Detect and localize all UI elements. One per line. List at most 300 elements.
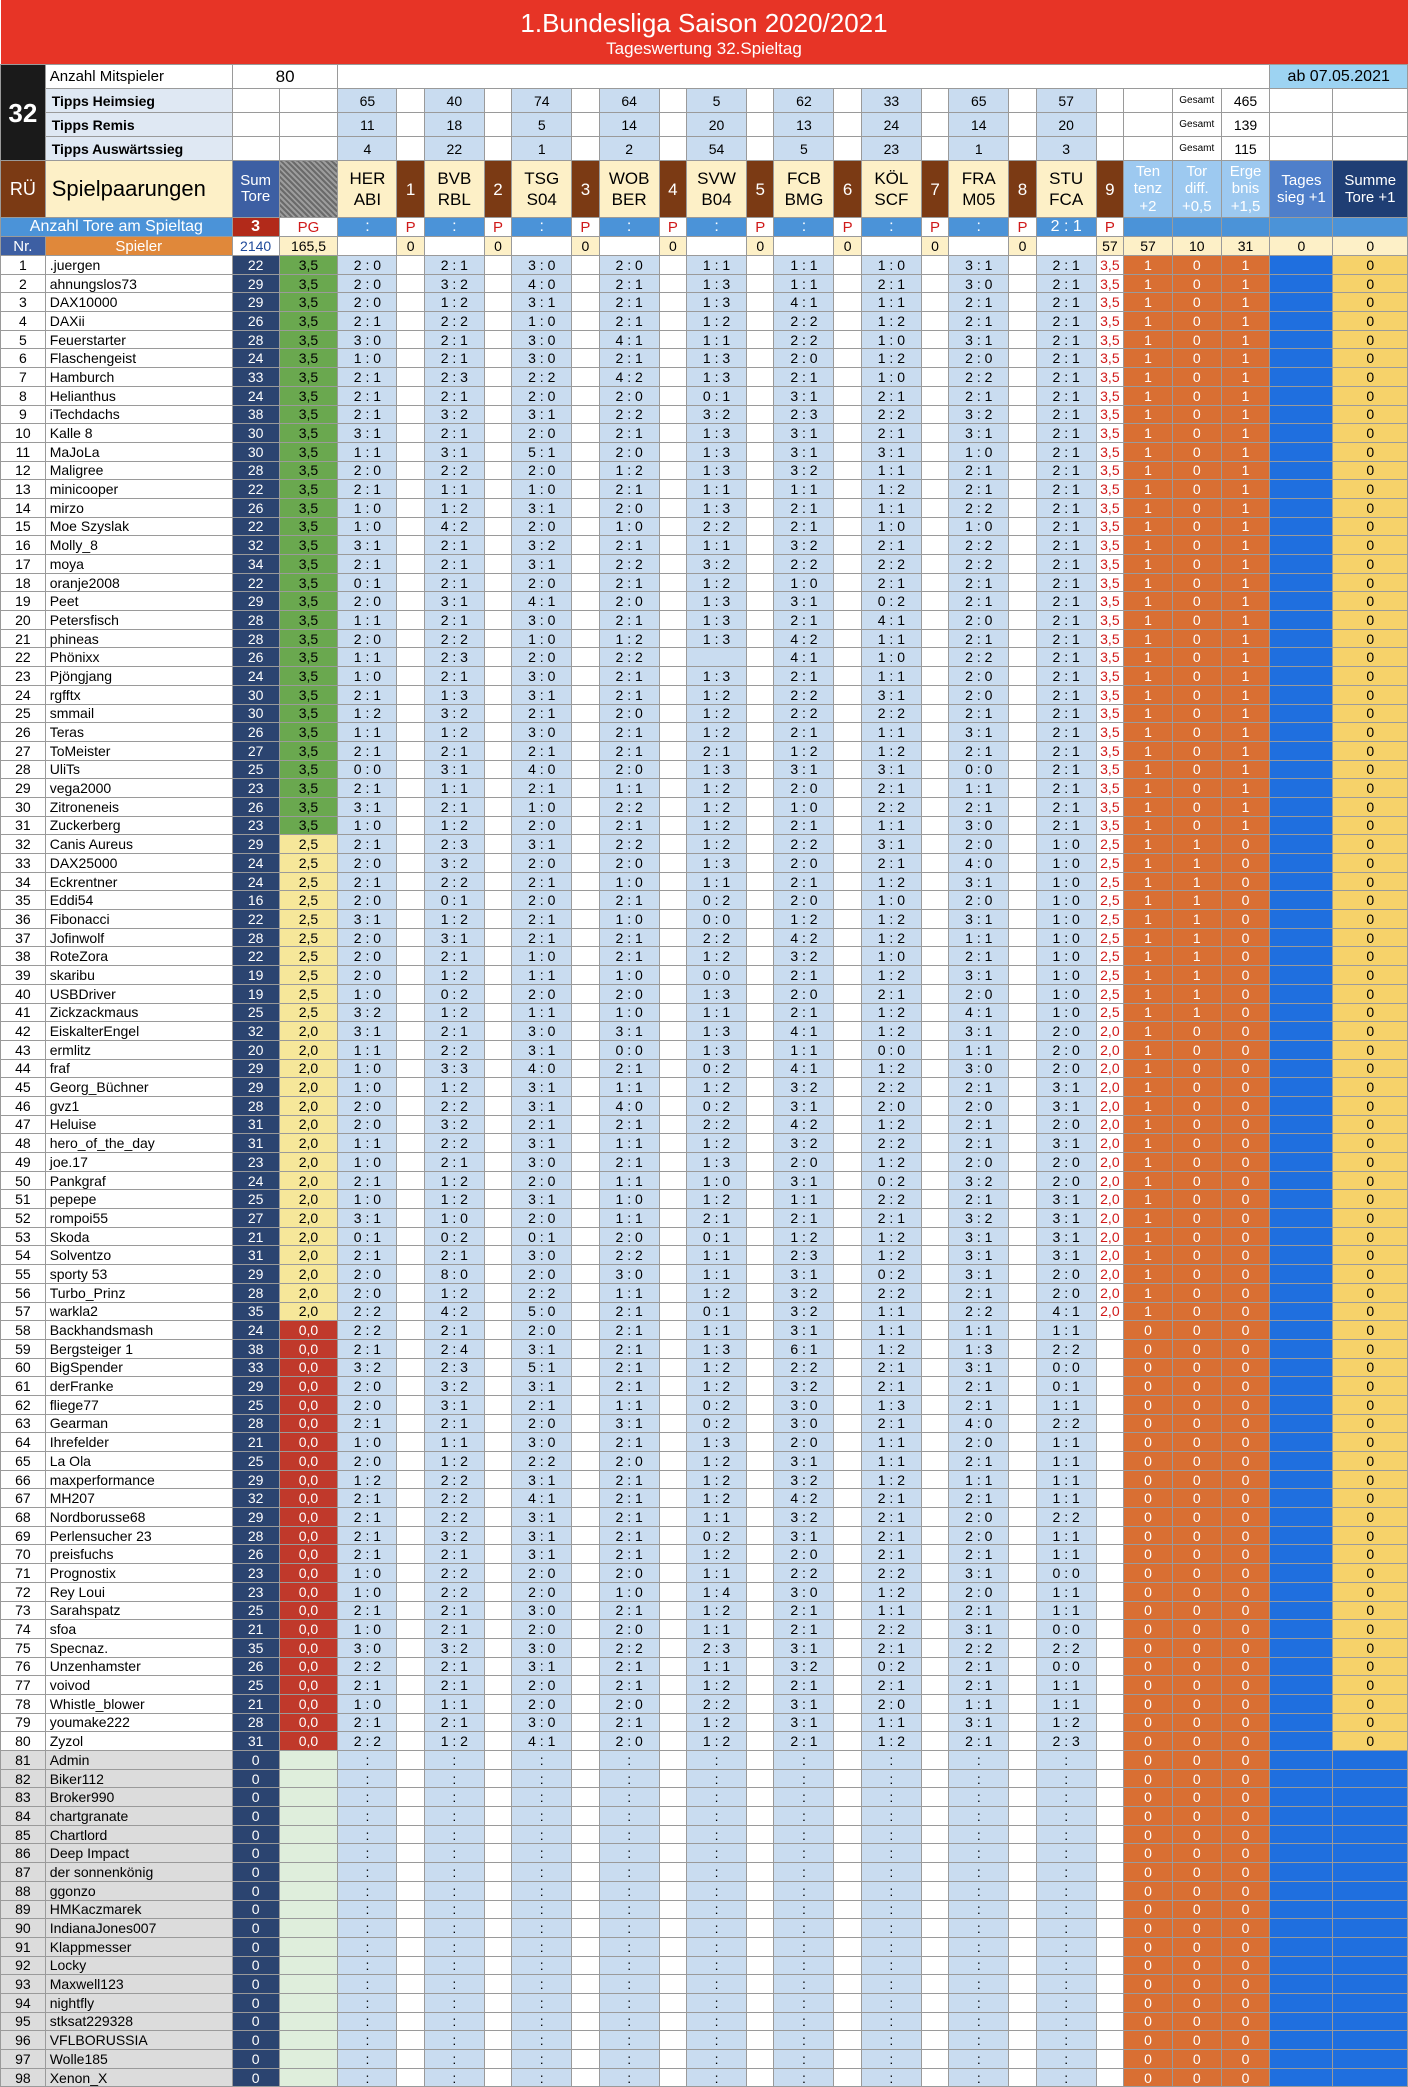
player-row	[1, 667, 1408, 686]
player-sum: 25	[232, 1190, 279, 1209]
match-number: 3	[572, 161, 599, 218]
tip-cell: 3 : 1	[512, 555, 572, 574]
player-pg: 2,0	[279, 1302, 338, 1321]
spacer	[659, 910, 686, 929]
player-rank: 78	[1, 1694, 46, 1713]
spacer	[572, 1414, 599, 1433]
tip-cell: 2 : 1	[861, 424, 921, 443]
player-pg: 3,5	[279, 723, 338, 742]
player-name: Flaschengeist	[45, 349, 232, 368]
summe-cell: 0	[1333, 1190, 1408, 1209]
tip-cell: :	[687, 1788, 747, 1807]
summe-cell: 0	[1333, 685, 1408, 704]
spacer	[484, 984, 511, 1003]
spacer	[834, 1134, 861, 1153]
tip-cell: :	[687, 1937, 747, 1956]
spacer	[834, 1321, 861, 1340]
tordiff-cell: 1	[1172, 854, 1221, 873]
home-team: KÖL	[874, 168, 909, 188]
spacer	[484, 966, 511, 985]
spacer	[572, 1545, 599, 1564]
tip-cell: 2 : 1	[687, 741, 747, 760]
away-team: BMG	[784, 190, 824, 209]
tip-cell: :	[861, 1919, 921, 1938]
spacer	[861, 237, 921, 256]
spacer	[1009, 1769, 1036, 1788]
spacer	[659, 1881, 686, 1900]
gesamt-label: Gesamt	[1172, 113, 1221, 137]
player-sum: 25	[232, 1452, 279, 1471]
home-team: FCB	[786, 168, 821, 188]
spacer	[572, 1003, 599, 1022]
tip-cell: 2 : 0	[338, 293, 397, 312]
ergebnis-cell: 1	[1221, 667, 1270, 686]
tip-cell: 1 : 1	[861, 293, 921, 312]
tordiff-cell: 0	[1172, 1545, 1221, 1564]
tip-cell: 3 : 2	[774, 1078, 834, 1097]
tip-cell: 2 : 1	[949, 480, 1009, 499]
spacer	[572, 685, 599, 704]
player-row	[1, 1508, 1408, 1527]
player-rank: 16	[1, 536, 46, 555]
spacer	[747, 424, 774, 443]
spacer	[397, 779, 424, 798]
tip-cell: 2 : 1	[1036, 293, 1096, 312]
spacer	[659, 442, 686, 461]
tendenz-cell: 0	[1124, 1470, 1173, 1489]
tip-cell: 2 : 1	[1036, 685, 1096, 704]
tagessieg-cell	[1270, 1003, 1333, 1022]
spacer	[1333, 218, 1408, 237]
tordiff-cell: 0	[1172, 1209, 1221, 1228]
tip-cell: 1 : 2	[687, 573, 747, 592]
spacer	[834, 1919, 861, 1938]
player-points	[1096, 1489, 1123, 1508]
tip-cell: 1 : 2	[424, 723, 484, 742]
tip-cell: 2 : 1	[338, 1545, 397, 1564]
player-row	[1, 1265, 1408, 1284]
spacer	[659, 1489, 686, 1508]
tagessieg-cell	[1270, 1508, 1333, 1527]
header-tordiff: Tor diff. +0,5	[1172, 161, 1221, 218]
tip-cell: 1 : 0	[338, 517, 397, 536]
player-row	[1, 2068, 1408, 2087]
spacer	[572, 1395, 599, 1414]
spacer	[1270, 113, 1333, 137]
spacer	[397, 910, 424, 929]
tendenz-cell: 1	[1124, 1078, 1173, 1097]
player-pg: 0,0	[279, 1732, 338, 1751]
tagessieg-cell	[1270, 1452, 1333, 1471]
spacer	[1009, 1452, 1036, 1471]
spacer	[397, 1433, 424, 1452]
spacer	[397, 1919, 424, 1938]
spacer	[572, 891, 599, 910]
spacer	[397, 386, 424, 405]
summe-cell: 0	[1333, 517, 1408, 536]
tip-cell: 2 : 0	[599, 592, 659, 611]
tip-cell: 1 : 0	[338, 1564, 397, 1583]
ergebnis-cell: 0	[1221, 1358, 1270, 1377]
spacer	[834, 816, 861, 835]
tordiff-cell: 0	[1172, 498, 1221, 517]
tordiff-cell: 0	[1172, 1844, 1221, 1863]
tagessieg-cell	[1270, 1489, 1333, 1508]
tip-cell: 2 : 1	[949, 1078, 1009, 1097]
spacer	[572, 1788, 599, 1807]
summe-cell: 0	[1333, 1321, 1408, 1340]
player-sum: 0	[232, 1975, 279, 1994]
player-rank: 73	[1, 1601, 46, 1620]
tip-cell: 2 : 1	[1036, 405, 1096, 424]
player-row	[1, 1283, 1408, 1302]
ergebnis-cell: 0	[1221, 1171, 1270, 1190]
tip-cell: 1 : 3	[687, 1040, 747, 1059]
spacer	[834, 760, 861, 779]
player-row	[1, 573, 1408, 592]
tip-cell: 2 : 1	[949, 947, 1009, 966]
tip-cell: 2 : 2	[774, 685, 834, 704]
tendenz-total: 57	[1124, 237, 1173, 256]
tip-cell: 1 : 1	[1036, 1545, 1096, 1564]
summe-cell: 0	[1333, 704, 1408, 723]
player-sum: 0	[232, 1937, 279, 1956]
tip-cell: 1 : 3	[687, 293, 747, 312]
player-rank: 13	[1, 480, 46, 499]
summe-cell: 0	[1333, 816, 1408, 835]
tip-cell: 2 : 0	[338, 1452, 397, 1471]
summe-cell: 0	[1333, 1508, 1408, 1527]
tip-cell: 2 : 1	[774, 1732, 834, 1751]
p-total: 0	[484, 237, 511, 256]
tip-cell: :	[338, 1975, 397, 1994]
player-pg: 3,5	[279, 405, 338, 424]
player-name: Kalle 8	[45, 424, 232, 443]
tip-cell: 2 : 1	[599, 274, 659, 293]
tip-cell: 2 : 0	[774, 1153, 834, 1172]
ergebnis-cell: 0	[1221, 1265, 1270, 1284]
player-points: 2,0	[1096, 1153, 1123, 1172]
spacer	[659, 1433, 686, 1452]
spacer	[747, 1040, 774, 1059]
tip-cell: 8 : 0	[424, 1265, 484, 1284]
summe-cell: 0	[1333, 1339, 1408, 1358]
tip-cell: 3 : 1	[774, 442, 834, 461]
spacer	[747, 1620, 774, 1639]
spacer	[424, 237, 484, 256]
spacer	[659, 1022, 686, 1041]
player-sum: 26	[232, 797, 279, 816]
spacer	[397, 1769, 424, 1788]
tip-cell: 3 : 2	[338, 1003, 397, 1022]
player-points: 3,5	[1096, 256, 1123, 275]
tip-cell: 0 : 1	[338, 1227, 397, 1246]
player-rank: 54	[1, 1246, 46, 1265]
player-points	[1096, 2068, 1123, 2087]
tendenz-cell: 1	[1124, 704, 1173, 723]
tip-cell: 2 : 0	[774, 1433, 834, 1452]
spacer	[834, 1358, 861, 1377]
spacer	[484, 1657, 511, 1676]
player-sum: 34	[232, 555, 279, 574]
tip-cell: 3 : 1	[1036, 1078, 1096, 1097]
player-sum: 26	[232, 498, 279, 517]
spacer	[572, 984, 599, 1003]
tip-cell: 1 : 2	[687, 1134, 747, 1153]
spacer	[572, 648, 599, 667]
spacer	[1009, 1825, 1036, 1844]
tordiff-cell: 1	[1172, 872, 1221, 891]
tip-cell: :	[861, 2031, 921, 2050]
tip-cell: 1 : 0	[599, 910, 659, 929]
ergebnis-cell: 1	[1221, 405, 1270, 424]
player-row	[1, 480, 1408, 499]
spacer	[572, 1825, 599, 1844]
player-rank: 24	[1, 685, 46, 704]
spacer	[1096, 137, 1123, 161]
tip-cell: 1 : 2	[861, 966, 921, 985]
spacer	[747, 816, 774, 835]
player-name: rompoi55	[45, 1209, 232, 1228]
tip-cell: 1 : 0	[949, 442, 1009, 461]
tip-cell: 2 : 1	[599, 1470, 659, 1489]
spacer	[397, 1900, 424, 1919]
tip-cell: 2 : 1	[949, 461, 1009, 480]
tip-cell: :	[861, 1788, 921, 1807]
player-row	[1, 1751, 1408, 1770]
home-team: SVW	[697, 168, 736, 188]
ergebnis-cell: 0	[1221, 1096, 1270, 1115]
tip-cell: 3 : 1	[949, 1265, 1009, 1284]
tip-cell: 2 : 1	[512, 872, 572, 891]
spacer	[659, 1209, 686, 1228]
spacer	[484, 1676, 511, 1695]
spacer	[572, 947, 599, 966]
player-pg: 3,5	[279, 330, 338, 349]
player-pg: 0,0	[279, 1414, 338, 1433]
ergebnis-cell: 0	[1221, 891, 1270, 910]
tip-cell: 2 : 1	[599, 723, 659, 742]
tip-cell: 1 : 2	[861, 1732, 921, 1751]
tip-cell: 3 : 1	[424, 442, 484, 461]
spacer	[1124, 113, 1173, 137]
spacer	[397, 1153, 424, 1172]
spacer	[572, 741, 599, 760]
spacer	[659, 2012, 686, 2031]
spacer	[484, 2012, 511, 2031]
tip-cell: 1 : 2	[687, 1358, 747, 1377]
tip-cell: 3 : 1	[861, 442, 921, 461]
spacer	[834, 1078, 861, 1097]
summe-cell: 0	[1333, 910, 1408, 929]
player-row	[1, 442, 1408, 461]
spacer	[834, 667, 861, 686]
spacer	[1333, 113, 1408, 137]
tip-cell: :	[1036, 1919, 1096, 1938]
tip-cell: 3 : 1	[774, 1321, 834, 1340]
player-rank: 12	[1, 461, 46, 480]
tip-cell: 1 : 2	[774, 910, 834, 929]
tagessieg-cell	[1270, 1433, 1333, 1452]
player-rank: 21	[1, 629, 46, 648]
tip-cell: :	[861, 1844, 921, 1863]
summe-cell: 0	[1333, 611, 1408, 630]
tendenz-cell: 1	[1124, 573, 1173, 592]
player-pg: 3,5	[279, 442, 338, 461]
spacer	[659, 1788, 686, 1807]
spacer	[834, 1190, 861, 1209]
tip-cell: 1 : 0	[338, 1433, 397, 1452]
player-points: 2,0	[1096, 1059, 1123, 1078]
tip-cell: :	[1036, 1975, 1096, 1994]
summe-cell	[1333, 1993, 1408, 2012]
match-number: 2	[484, 161, 511, 218]
tip-cell: 2 : 1	[424, 1620, 484, 1639]
summe-cell: 0	[1333, 573, 1408, 592]
player-row	[1, 629, 1408, 648]
tip-cell: 2 : 2	[424, 1564, 484, 1583]
tendenz-cell: 0	[1124, 1732, 1173, 1751]
home-team: WOB	[608, 168, 650, 188]
spacer	[921, 113, 948, 137]
player-rank: 62	[1, 1395, 46, 1414]
spacer	[1009, 1003, 1036, 1022]
player-row	[1, 648, 1408, 667]
tip-cell: 1 : 0	[599, 517, 659, 536]
tip-cell: 2 : 1	[338, 1676, 397, 1695]
tip-cell: 3 : 2	[949, 1209, 1009, 1228]
tip-cell: 1 : 1	[687, 480, 747, 499]
spacer	[1009, 1638, 1036, 1657]
gesamt-label: Gesamt	[1172, 137, 1221, 161]
tip-cell: 4 : 2	[424, 1302, 484, 1321]
tendenz-cell: 1	[1124, 592, 1173, 611]
spacer	[921, 611, 948, 630]
tip-cell: 1 : 1	[338, 1040, 397, 1059]
tip-cell: 1 : 2	[774, 1227, 834, 1246]
spacer	[1009, 1377, 1036, 1396]
spacer	[921, 1807, 948, 1826]
player-points	[1096, 1564, 1123, 1583]
ergebnis-cell: 0	[1221, 1919, 1270, 1938]
tip-cell: 1 : 1	[774, 1040, 834, 1059]
spacer	[659, 2050, 686, 2069]
tip-cell: 2 : 2	[861, 1620, 921, 1639]
player-rank: 37	[1, 928, 46, 947]
player-rank: 74	[1, 1620, 46, 1639]
tip-cell: :	[774, 1769, 834, 1788]
player-pg: 3,5	[279, 349, 338, 368]
player-rank: 92	[1, 1956, 46, 1975]
spacer	[1096, 113, 1123, 137]
tordiff-cell: 1	[1172, 966, 1221, 985]
tip-cell: :	[338, 2012, 397, 2031]
tordiff-cell: 0	[1172, 1825, 1221, 1844]
spacer	[834, 274, 861, 293]
spacer	[659, 1601, 686, 1620]
tip-cell: 1 : 0	[949, 517, 1009, 536]
spacer	[572, 1302, 599, 1321]
tip-cell: 4 : 1	[512, 1732, 572, 1751]
player-name: Locky	[45, 1956, 232, 1975]
spacer	[1009, 611, 1036, 630]
spacer	[921, 498, 948, 517]
player-sum: 25	[232, 760, 279, 779]
tip-cell: :	[338, 1919, 397, 1938]
tip-cell: 3 : 1	[512, 1339, 572, 1358]
spacer	[572, 1601, 599, 1620]
header-sum-tore: Sum Tore	[232, 161, 279, 218]
spacer	[921, 1470, 948, 1489]
tip-cell: 1 : 1	[861, 667, 921, 686]
player-sum: 22	[232, 517, 279, 536]
ergebnis-cell: 0	[1221, 1377, 1270, 1396]
spacer	[1009, 1265, 1036, 1284]
tip-cell: 2 : 0	[949, 1096, 1009, 1115]
spacer	[1009, 1732, 1036, 1751]
tip-cell: 1 : 1	[1036, 1489, 1096, 1508]
player-row	[1, 1526, 1408, 1545]
match-result: :	[687, 218, 747, 237]
spacer	[572, 1433, 599, 1452]
spacer	[747, 928, 774, 947]
spacer	[921, 947, 948, 966]
tip-cell: 2 : 1	[424, 1246, 484, 1265]
spacer	[747, 1433, 774, 1452]
tip-cell: 0 : 2	[424, 1227, 484, 1246]
player-pg: 0,0	[279, 1339, 338, 1358]
spacer	[397, 1040, 424, 1059]
summe-cell: 0	[1333, 723, 1408, 742]
summe-cell: 0	[1333, 1022, 1408, 1041]
spacer	[921, 1134, 948, 1153]
spacer	[484, 442, 511, 461]
tip-cell: :	[774, 2050, 834, 2069]
tip-cell: 2 : 1	[599, 1377, 659, 1396]
tip-cell: 1 : 1	[774, 1190, 834, 1209]
player-sum: 0	[232, 1769, 279, 1788]
player-rank: 40	[1, 984, 46, 1003]
tip-cell: 1 : 1	[687, 1657, 747, 1676]
tagessieg-cell	[1270, 629, 1333, 648]
spacer	[659, 1283, 686, 1302]
spacer	[834, 1732, 861, 1751]
spacer	[687, 237, 747, 256]
tip-cell: 2 : 1	[599, 611, 659, 630]
spacer	[747, 1153, 774, 1172]
tagessieg-cell	[1270, 1694, 1333, 1713]
spacer	[659, 1657, 686, 1676]
tordiff-cell: 0	[1172, 1863, 1221, 1882]
player-sum: 28	[232, 1526, 279, 1545]
tip-cell: 1 : 3	[687, 592, 747, 611]
tip-cell: :	[1036, 1900, 1096, 1919]
player-name: pepepe	[45, 1190, 232, 1209]
tip-cell: 3 : 2	[774, 1508, 834, 1527]
tip-cell: 1 : 2	[861, 1022, 921, 1041]
player-sum: 30	[232, 424, 279, 443]
spacer	[397, 368, 424, 387]
tip-cell: 2 : 1	[338, 405, 397, 424]
tip-cell	[687, 648, 747, 667]
tordiff-cell: 0	[1172, 816, 1221, 835]
player-name: Ihrefelder	[45, 1433, 232, 1452]
player-name: Eddi54	[45, 891, 232, 910]
tagessieg-cell	[1270, 256, 1333, 275]
tagessieg-cell	[1270, 1825, 1333, 1844]
spacer	[484, 1582, 511, 1601]
tip-cell: 2 : 1	[599, 1545, 659, 1564]
